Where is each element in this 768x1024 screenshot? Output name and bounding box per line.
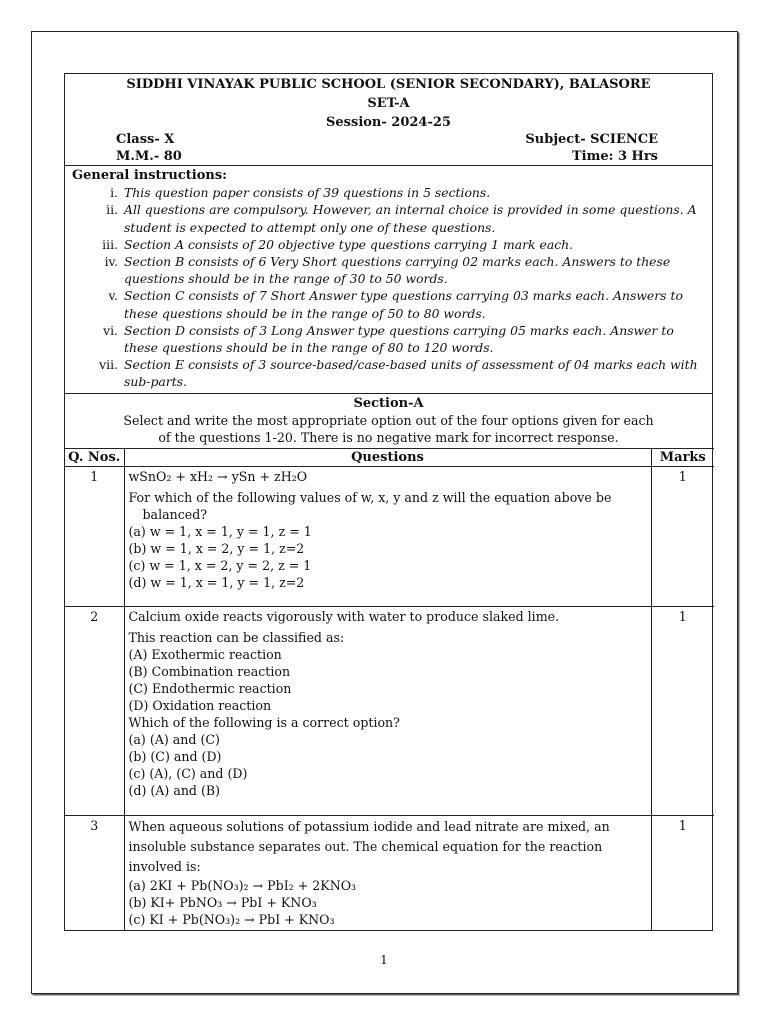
table-row [65,815,714,930]
instruction-item: ii. All questions are compulsory. However, an internal choice is provided in some questions. A student is expected to attempt only one of these questions. [106,202,697,235]
qno-header: Q. Nos. [65,448,124,466]
table-row [65,606,714,815]
page-number: 1 [380,953,388,967]
general-instructions [65,165,712,393]
class-label: Class- X [116,132,175,147]
marks-header: Marks [651,448,714,466]
instruction-item: vi. Section D consists of 3 Long Answer type questions carrying 05 marks each. Answer to these questions should be in the range of 80 to 120 words. [103,322,674,356]
option: (b) w = 1, x = 2, y = 1, z=2 [128,540,305,556]
question-marks: 1 [651,606,714,815]
table-header-row [65,448,714,466]
subject-label: Subject- SCIENCE [525,132,658,147]
statement: (A) Exothermic reaction [128,646,282,662]
instruction-item: vii. Section E consists of 3 source-based/case-based units of assessment of 04 marks each with sub-parts. [99,357,698,390]
option: (a) w = 1, x = 1, y = 1, z = 1 [128,523,312,539]
instructions-title: General instructions: [72,168,227,183]
option: (c) (A), (C) and (D) [128,765,248,781]
paper-header [65,74,712,165]
option: (a) (A) and (C) [128,731,220,747]
question-text: When aqueous solutions of potassium iodide and lead nitrate are mixed, an insoluble substance separates out. The chemical equation for the reaction involved is: (a) 2KI + Pb(NO₃)₂ → PbI₂ + 2KNO₃ (b) KI+ PbNO₃ → PbI + KNO₃ (c) KI + Pb(NO₃)₂ → PbI + KNO₃ [124,815,651,930]
statement: (D) Oxidation reaction [128,697,272,713]
question-text: wSnO₂ + xH₂ → ySn + zH₂O For which of the following values of w, x, y and z will the equation above be balanced? (a) w = 1, x = 1, y = 1, z = 1 (b) w = 1, x = 2, y = 1, z=2 (c) w = 1, x = 2, y = 2, z = 1 (d) w = 1, x = 1, y = 1, z=2 [124,466,651,606]
school-name: SIDDHI VINAYAK PUBLIC SCHOOL (SENIOR SECONDARY), BALASORE [126,77,651,92]
marks-time-row [65,148,712,165]
statement: (C) Endothermic reaction [128,680,292,696]
question-text: Calcium oxide reacts vigorously with water to produce slaked lime. This reaction can be classified as: (A) Exothermic reaction (B) Combination reaction (C) Endothermic reaction (D) Oxidation reaction Which of the following is a correct option? (a) (A) and (C) (b) (C) and (D) (c) (A), (C) and (D) (d) (A) and (B) [124,606,651,815]
question-number: 3 [65,815,124,930]
option: (a) 2KI + Pb(NO₃)₂ → PbI₂ + 2KNO₃ [128,877,357,893]
question-number: 1 [65,466,124,606]
option: (c) w = 1, x = 2, y = 2, z = 1 [128,557,312,573]
set-label: SET-A [367,96,410,111]
question-paper [64,73,713,931]
section-a-intro [65,393,712,448]
instruction-item: i. This question paper consists of 39 questions in 5 sections. [110,185,491,201]
instruction-item: iv. Section B consists of 6 Very Short questions carrying 02 marks each. Answers to these questions should be in the range of 30 to 50 words. [104,254,671,287]
instruction-item: v. Section C consists of 7 Short Answer type questions carrying 03 marks each. Answers to these questions should be in the range of 50 to 80 words. [108,288,683,321]
question-number: 2 [65,606,124,815]
option: (d) w = 1, x = 1, y = 1, z=2 [128,574,305,590]
section-title: Section-A [353,395,424,411]
session-label: Session- 2024-25 [326,115,451,130]
questions-table [65,448,714,930]
questions-header: Questions [124,448,651,466]
time-label: Time: 3 Hrs [572,149,658,164]
option: (b) KI+ PbNO₃ → PbI + KNO₃ [128,894,317,910]
class-subject-row [65,131,712,148]
section-instruction-line-1: Select and write the most appropriate option out of the four options given for each [123,412,654,428]
section-instruction-line-2: of the questions 1-20. There is no negative mark for incorrect response. [158,429,619,445]
max-marks-label: M.M.- 80 [116,149,182,164]
statement: (B) Combination reaction [128,663,291,679]
table-row [65,466,714,606]
option: (c) KI + Pb(NO₃)₂ → PbI + KNO₃ [128,911,335,927]
option: (d) (A) and (B) [128,782,221,798]
equation: wSnO₂ + xH₂ → ySn + zH₂O [128,468,308,484]
question-marks: 1 [651,466,714,606]
question-marks: 1 [651,815,714,930]
instruction-item: iii. Section A consists of 20 objective type questions carrying 1 mark each. [102,236,574,252]
option: (b) (C) and (D) [128,748,222,764]
